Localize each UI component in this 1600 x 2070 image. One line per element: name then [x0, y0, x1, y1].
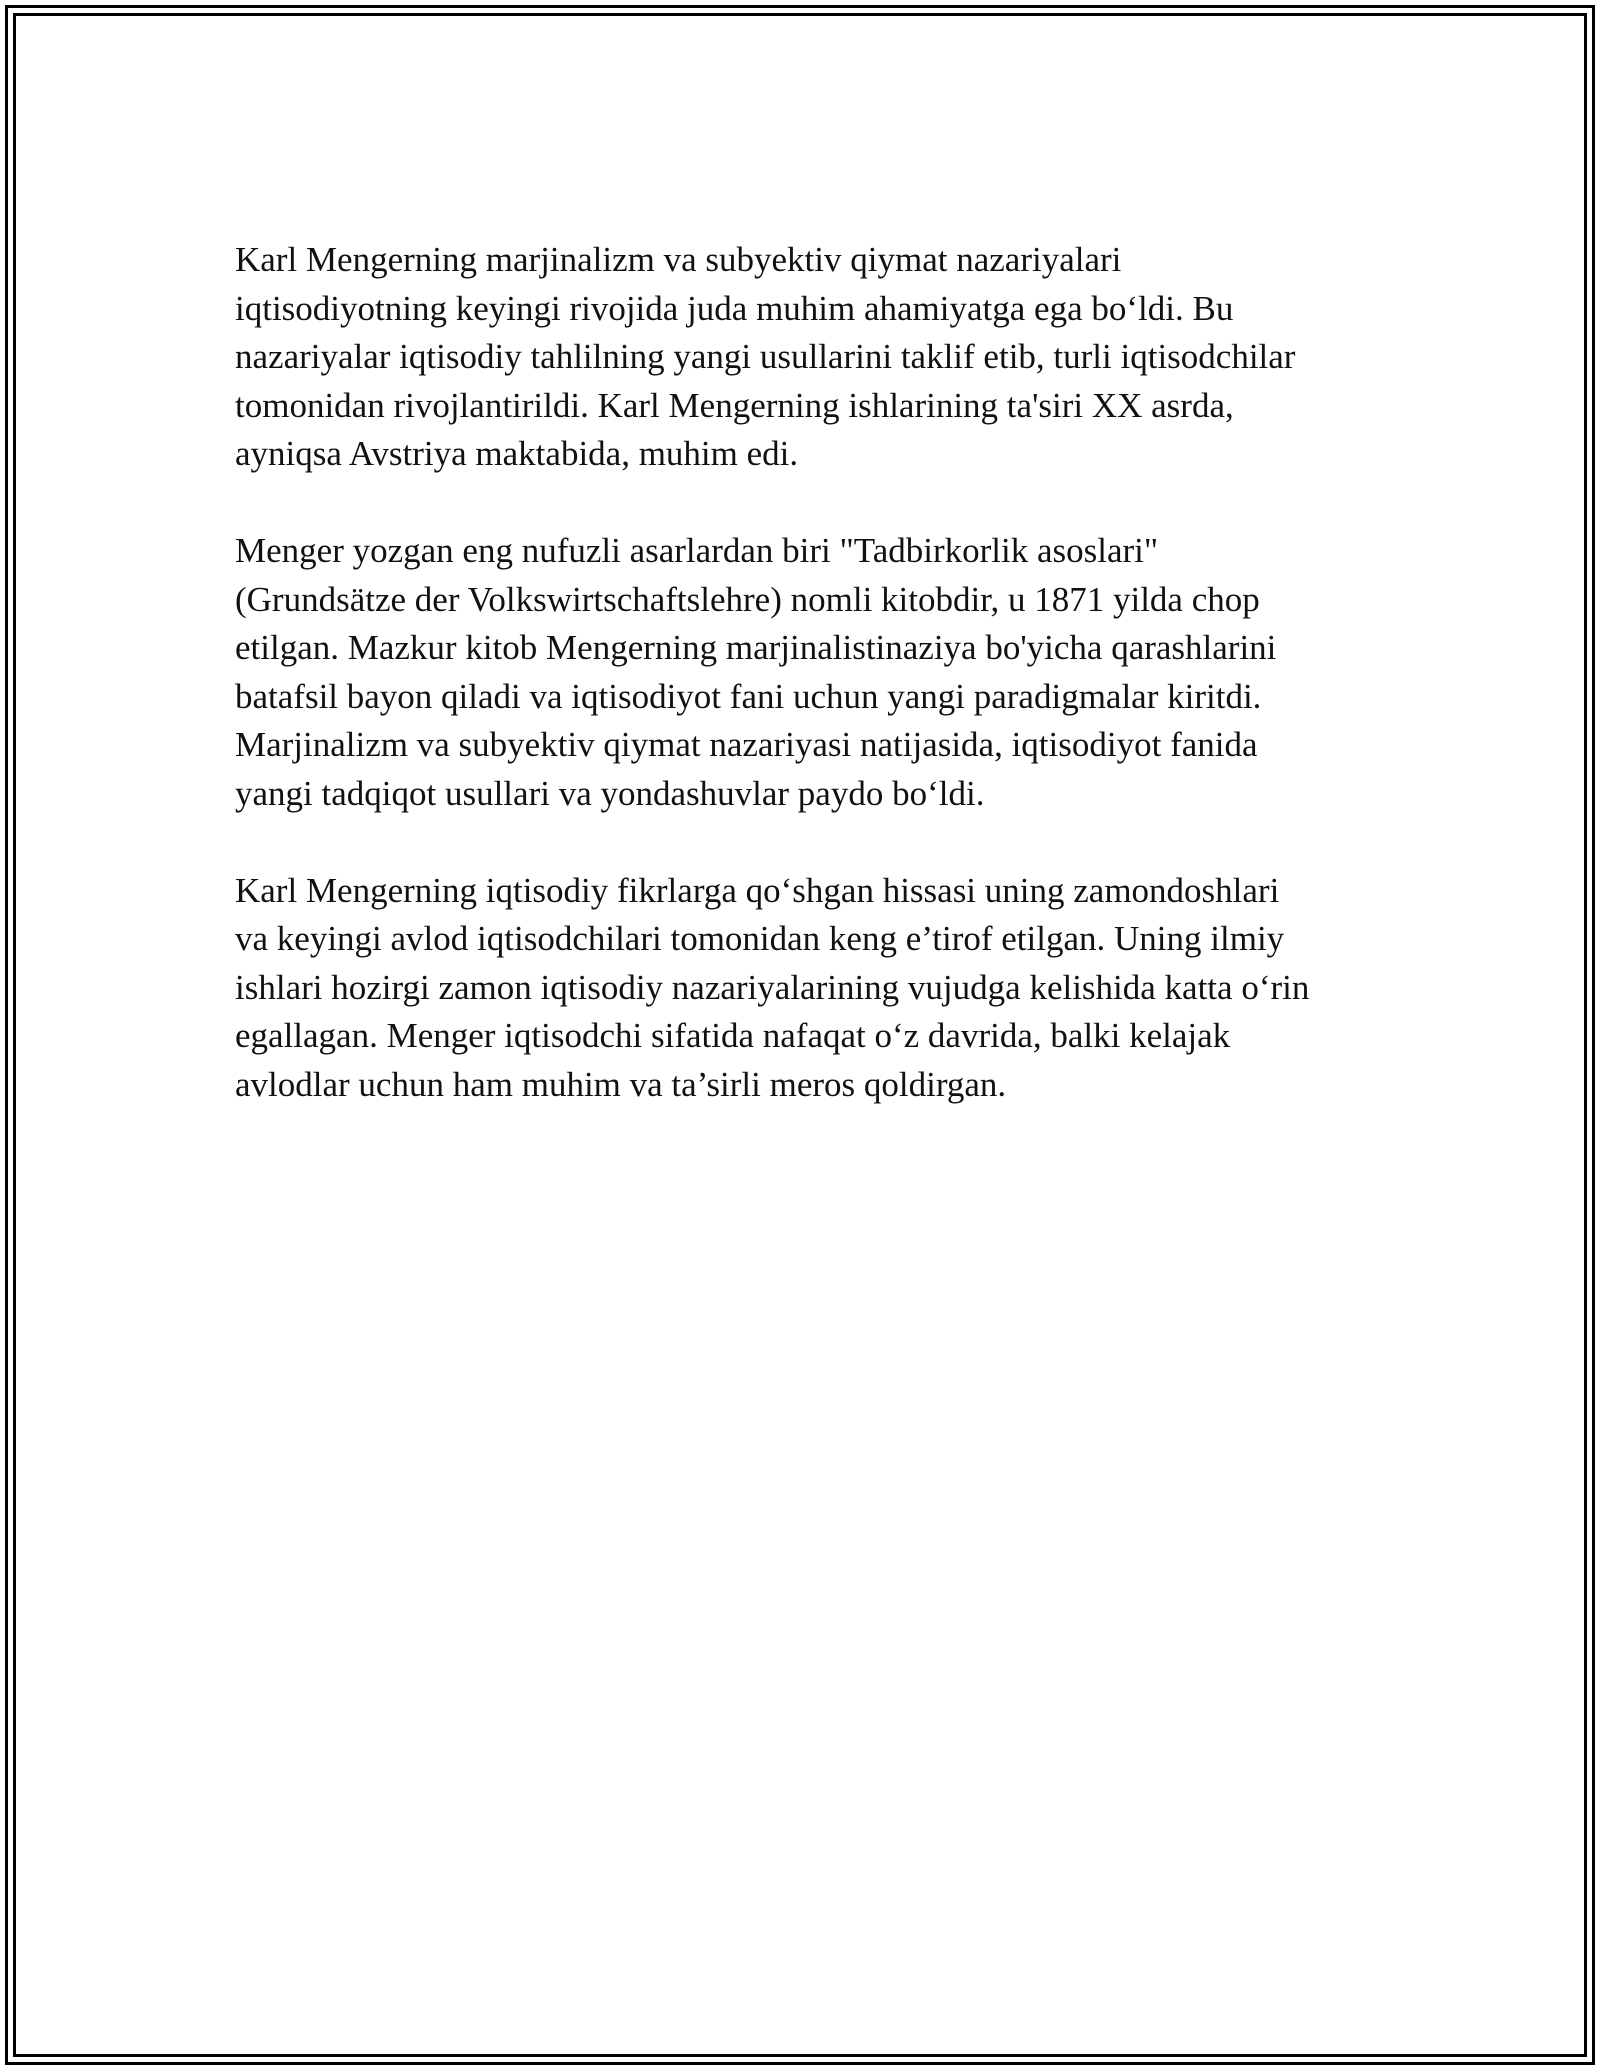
paragraph-3 — [235, 867, 1385, 1110]
paragraph-line: Menger yozgan eng nufuzli asarlardan biri "Tadbirkorlik asoslari" — [235, 531, 1159, 570]
paragraph-line: Karl Mengerning marjinalizm va subyektiv qiymat nazariyalari — [235, 240, 1122, 279]
document-body — [235, 236, 1385, 1158]
paragraph-line: yangi tadqiqot usullari va yondashuvlar paydo bo‘ldi. — [235, 773, 985, 813]
paragraph-line: batafsil bayon qiladi va iqtisodiyot fani uchun yangi paradigmalar kiritdi. — [235, 676, 1262, 716]
paragraph-line: ayniqsa Avstriya maktabida, muhim edi. — [235, 434, 799, 473]
paragraph-line: (Grundsätze der Volkswirtschaftslehre) nomli kitobdir, u 1871 yilda chop — [235, 579, 1260, 619]
paragraph-line: va keyingi avlod iqtisodchilari tomonidan keng e’tirof etilgan. Uning ilmiy — [235, 919, 1285, 958]
paragraph-line: ishlari hozirgi zamon iqtisodiy nazariyalarining vujudga kelishida katta o‘rin — [235, 967, 1310, 1007]
paragraph-line: tomonidan rivojlantirildi. Karl Mengerning ishlarining ta'siri XX asrda, — [235, 385, 1234, 425]
paragraph-line: etilgan. Mazkur kitob Mengerning marjinalistinaziya bo'yicha qarashlarini — [235, 628, 1277, 667]
paragraph-1 — [235, 236, 1385, 479]
paragraph-line: Karl Mengerning iqtisodiy fikrlarga qo‘shgan hissasi uning zamondoshlari — [235, 870, 1280, 910]
paragraph-2 — [235, 527, 1385, 818]
paragraph-line: nazariyalar iqtisodiy tahlilning yangi usullarini taklif etib, turli iqtisodchilar — [235, 337, 1296, 376]
paragraph-line: avlodlar uchun ham muhim va ta’sirli meros qoldirgan. — [235, 1064, 1007, 1104]
paragraph-line: egallagan. Menger iqtisodchi sifatida nafaqat o‘z davrida, balki kelajak — [235, 1016, 1231, 1055]
paragraph-line: Marjinalizm va subyektiv qiymat nazariyasi natijasida, iqtisodiyot fanida — [235, 725, 1258, 764]
paragraph-line: iqtisodiyotning keyingi rivojida juda muhim ahamiyatga ega bo‘ldi. Bu — [235, 288, 1234, 328]
